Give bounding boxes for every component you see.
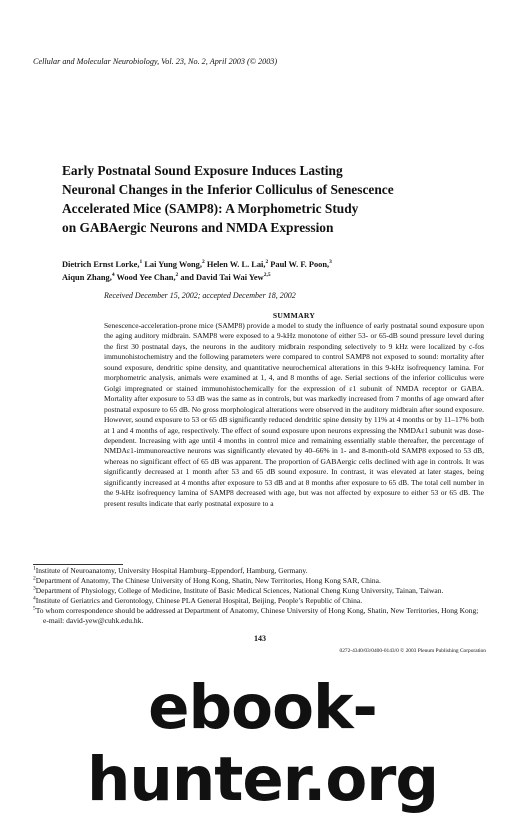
paper-title (62, 161, 482, 237)
author-affil-marker: 4 (111, 272, 115, 279)
watermark-text: ebook-hunter.org (86, 672, 439, 815)
author-line (62, 271, 482, 284)
title-line: on GABAergic Neurons and NMDA Expression (62, 220, 334, 235)
footnote-text: Institute of Geriatrics and Gerontology, Chinese PLA General Hospital, Beijing, People’s Republic of China. (35, 596, 363, 606)
page-number: 143 (254, 634, 266, 643)
author-affil-marker: 1 (139, 259, 143, 266)
received-dates: Received December 15, 2002; accepted December 18, 2002 (104, 291, 296, 300)
author-name: Dietrich Ernst Lorke, (62, 260, 140, 269)
author-affil-marker: 2 (201, 259, 205, 266)
author-name: Lai Yung Wong, (144, 260, 202, 269)
footnote-marker: 2 (33, 575, 36, 582)
affiliation-footnotes (33, 566, 483, 626)
author-affil-marker: 2 (175, 272, 179, 279)
footnote-text: Department of Physiology, College of Medicine, Institute of Basic Medical Sciences, National Cheng Kung University, Tainan, Taiwan. (35, 586, 444, 596)
author-name: Paul W. F. Poon, (270, 260, 330, 269)
footnote-marker: 1 (33, 565, 36, 572)
footnote-text: To whom correspondence should be addressed at Department of Anatomy, Chinese University of Hong Kong, Shatin, New Territories, Hong Kong; e-mail: david-yew@cuhk.edu.hk. (35, 606, 479, 625)
journal-citation: Cellular and Molecular Neurobiology, Vol. 23, No. 2, April 2003 (© 2003) (33, 57, 278, 66)
author-list (62, 258, 482, 284)
summary-text: Senescence-acceleration-prone mice (SAMP8) provide a model to study the influence of early postnatal sound exposure upon the aging auditory midbrain. SAMP8 were exposed to a 9-kHz monotone of either 53- or 65-dB sound pressure level during the first 30 postnatal days, the neurons in the auditory midbrain responding selectively to 9 kHz were localized by c-fos immunohistochemistry and the following parameters were compared to control SAMP8 not exposed to sound: mortality after sound exposure, dendritic spine density, and quantitative neurochemical alterations in this 9-kHz isofrequency lamina. For morphometric analysis, animals were examined at 1, 4, and 8 months of age. Serial sections of the inferior colliculus were Golgi impregnated or stained immunohistochemically for the expression of ε1 subunit of NMDA receptor or GABA. Mortality after exposure to 53 dB was the same as in controls, but was markedly increased from 7 months of age onward after postnatal exposure to 65 dB. No gross morphological alterations were observed in the auditory midbrain after sound exposure. However, sound exposure to 53 or 65 dB significantly reduced dendritic spine density by 11% at 4 months or by 11–17% both at 1 and 4 months of age, respectively. The effect of sound exposure upon neurons expressing the NMDAε1 subunit was dose-dependent. Increasing with age until 4 months in control mice and remaining essentially stable thereafter, the percentage of NMDAε1-immunoreactive neurons was significantly elevated by 40–66% in 1- and 8-month-old SAMP8 exposed to 53 dB, whereas no significant effect of 65 dB was apparent. The proportion of GABAergic cells declined with age in controls. It was significantly decreased at 1 month after 53 and 65 dB sound exposure. In contrast, it was elevated at later stages, being significantly increased at 4 months after exposure to 53 dB and at 8 months after exposure to 65 dB. The total cell number in the 9-kHz isofrequency lamina of SAMP8 decreased with age, but was not affected by exposure to either 53 or 65 dB. The present results indicate that early postnatal exposure to a (104, 321, 484, 508)
title-line: Early Postnatal Sound Exposure Induces Lasting (62, 163, 343, 178)
author-name: Helen W. L. Lai, (206, 260, 266, 269)
author-affil-marker: 3 (329, 259, 332, 266)
author-affil-marker: 2 (265, 259, 269, 266)
author-affil-marker: 2,5 (263, 272, 271, 279)
footnote-marker: 5 (33, 605, 36, 612)
affiliation-footnote (33, 596, 483, 606)
copyright-line: 0272-4340/03/0400-0143/0 © 2003 Plenum Publishing Corporation (339, 648, 486, 654)
affiliation-footnote (33, 576, 483, 586)
author-name: Aiqun Zhang, (62, 273, 112, 282)
affiliation-footnote (33, 606, 483, 625)
footnote-text: Department of Anatomy, The Chinese University of Hong Kong, Shatin, New Territories, Hong Kong SAR, China. (35, 576, 381, 586)
affiliation-footnote (33, 566, 483, 576)
title-line: Accelerated Mice (SAMP8): A Morphometric Study (62, 201, 359, 216)
author-name: Wood Yee Chan, (116, 273, 176, 282)
affiliation-footnote (33, 586, 483, 596)
author-name: and David Tai Wai Yew (180, 273, 264, 282)
author-line (62, 258, 482, 271)
footnote-rule (33, 564, 123, 565)
title-line: Neuronal Changes in the Inferior Colliculus of Senescence (62, 182, 394, 197)
footnote-text: Institute of Neuroanatomy, University Hospital Hamburg–Eppendorf, Hamburg, Germany. (35, 566, 308, 575)
summary-heading: SUMMARY (272, 311, 316, 320)
footnote-marker: 3 (33, 585, 36, 592)
footnote-marker: 4 (33, 595, 36, 602)
